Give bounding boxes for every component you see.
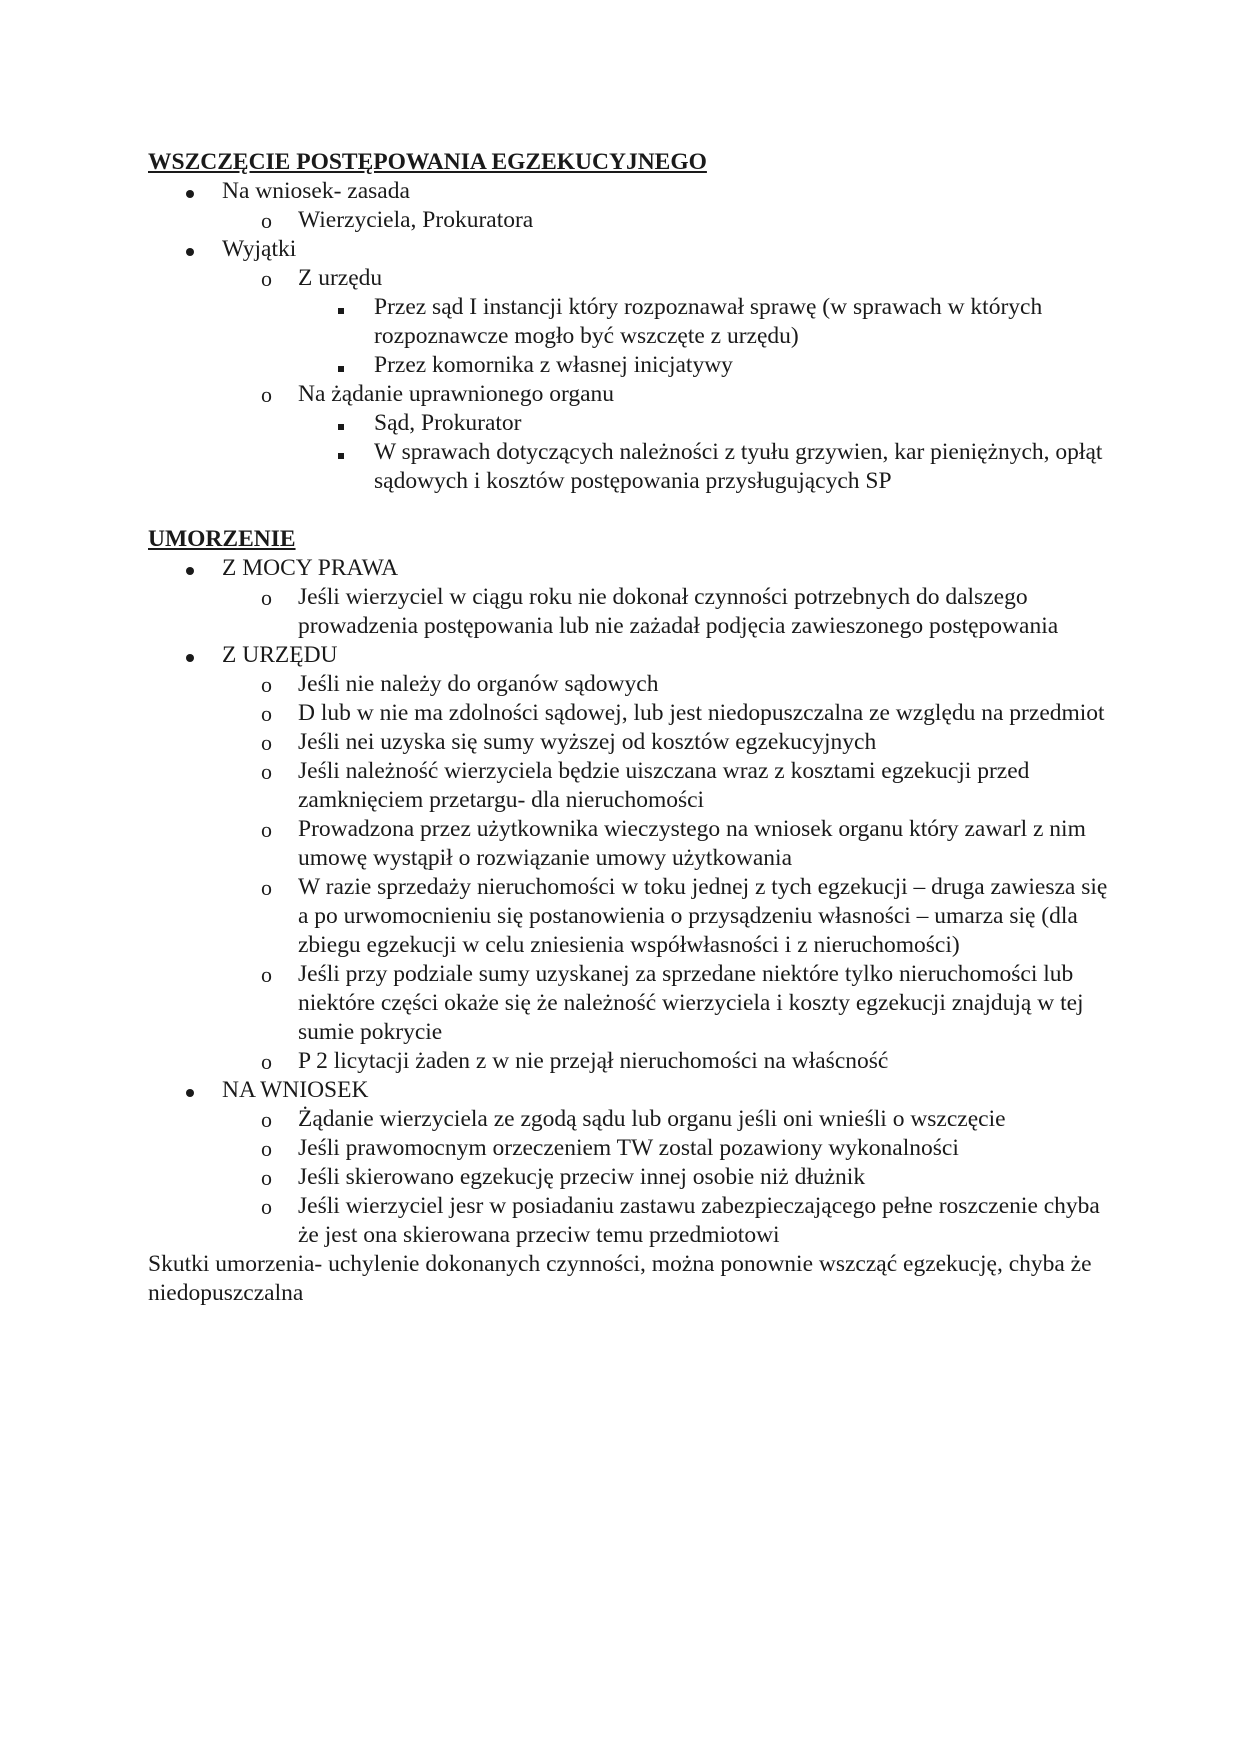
list-item-text: Z MOCY PRAWA xyxy=(222,555,399,581)
list-item-text: Żądanie wierzyciela ze zgodą sądu lub organu jeśli oni wnieśli o wszczęcie xyxy=(298,1106,1006,1132)
bullet-circle-icon: o xyxy=(261,585,272,610)
list-item xyxy=(148,699,1108,728)
section-title-initiation: WSZCZĘCIE POSTĘPOWANIA EGZEKUCYJNEGO xyxy=(148,149,707,175)
bullet-circle-icon: o xyxy=(261,208,272,233)
list-item-text: Jeśli należność wierzyciela będzie uiszczana wraz z kosztami egzekucji przed zamknięciem przetargu- dla nieruchomości xyxy=(298,758,1030,813)
bullet-circle-icon: o xyxy=(261,1136,272,1161)
list-item xyxy=(148,380,1108,409)
bullet-circle-icon: o xyxy=(261,1165,272,1190)
list-item xyxy=(148,1105,1108,1134)
bullet-circle-icon: o xyxy=(261,730,272,755)
list-item-text: Jeśli nei uzyska się sumy wyższej od kosztów egzekucyjnych xyxy=(298,729,877,755)
effects-paragraph: Skutki umorzenia- uchylenie dokonanych czynności, można ponownie wszcząć egzekucję, chyba że niedopuszczalna xyxy=(148,1251,1092,1306)
list-item xyxy=(148,670,1108,699)
list-item-text: Jeśli wierzyciel jesr w posiadaniu zastawu zabezpieczającego pełne roszczenie chyba że jest ona skierowana przeciw temu przedmiotowi xyxy=(298,1193,1100,1248)
section-title-discontinuance: UMORZENIE xyxy=(148,526,296,552)
bullet-disc-icon xyxy=(186,235,194,264)
list-item-text: Jeśli skierowano egzekucję przeciw innej osobie niż dłużnik xyxy=(298,1164,866,1190)
list-item-text: Na wniosek- zasada xyxy=(222,178,410,204)
list-item xyxy=(148,264,1108,293)
list-item xyxy=(148,206,1108,235)
list-item-text: Sąd, Prokurator xyxy=(374,410,522,436)
bullet-disc-icon xyxy=(186,177,194,206)
list-item xyxy=(148,409,1108,438)
bullet-circle-icon: o xyxy=(261,1049,272,1074)
bullet-square-icon xyxy=(338,293,344,322)
list-item xyxy=(148,873,1108,960)
bullet-circle-icon: o xyxy=(261,701,272,726)
list-item xyxy=(148,293,1108,351)
bullet-circle-icon: o xyxy=(261,1107,272,1132)
list-item xyxy=(148,641,1108,670)
list-item-text: D lub w nie ma zdolności sądowej, lub jest niedopuszczalna ze względu na przedmiot xyxy=(298,700,1105,726)
discontinuance-list xyxy=(148,554,1108,1250)
list-item-text: W sprawach dotyczących należności z tyułu grzywien, kar pieniężnych, opłąt sądowych i kosztów postępowania przysługujących SP xyxy=(374,439,1103,494)
list-item-text: Z URZĘDU xyxy=(222,642,338,668)
list-item-text: W razie sprzedaży nieruchomości w toku jednej z tych egzekucji – druga zawiesza się a po urwomocnieniu się postanowienia o przysądzeniu własności – umarza się (dla zbiegu egzekucji w celu zniesienia współwłasności i z nieruchomości) xyxy=(298,874,1108,958)
list-item-text: Przez sąd I instancji który rozpoznawał sprawę (w sprawach w których rozpoznawcze mogło być wszczęte z urzędu) xyxy=(374,294,1043,349)
list-item-text: NA WNIOSEK xyxy=(222,1077,369,1103)
bullet-circle-icon: o xyxy=(261,759,272,784)
document-page xyxy=(148,148,1108,1308)
bullet-circle-icon: o xyxy=(261,962,272,987)
list-item xyxy=(148,728,1108,757)
list-item xyxy=(148,1047,1108,1076)
list-item xyxy=(148,583,1108,641)
list-item-text: Wierzyciela, Prokuratora xyxy=(298,207,534,233)
list-item-text: Wyjątki xyxy=(222,236,297,262)
bullet-disc-icon xyxy=(186,1076,194,1105)
bullet-square-icon xyxy=(338,409,344,438)
list-item xyxy=(148,554,1108,583)
list-item-text: Jeśli wierzyciel w ciągu roku nie dokonał czynności potrzebnych do dalszego prowadzenia postępowania lub nie zażadał podjęcia zawieszonego postępowania xyxy=(298,584,1059,639)
list-item-text: P 2 licytacji żaden z w nie przejął nieruchomości na właścność xyxy=(298,1048,889,1074)
bullet-square-icon xyxy=(338,438,344,467)
list-item-text: Jeśli nie należy do organów sądowych xyxy=(298,671,659,697)
list-item-text: Na żądanie uprawnionego organu xyxy=(298,381,615,407)
bullet-circle-icon: o xyxy=(261,382,272,407)
bullet-disc-icon xyxy=(186,554,194,583)
list-item-text: Prowadzona przez użytkownika wieczystego na wniosek organu który zawarl z nim umowę wystąpił o rozwiązanie umowy użytkowania xyxy=(298,816,1086,871)
list-item xyxy=(148,351,1108,380)
list-item xyxy=(148,960,1108,1047)
bullet-circle-icon: o xyxy=(261,817,272,842)
list-item xyxy=(148,757,1108,815)
list-item-text: Przez komornika z własnej inicjatywy xyxy=(374,352,733,378)
bullet-disc-icon xyxy=(186,641,194,670)
bullet-circle-icon: o xyxy=(261,672,272,697)
spacer xyxy=(148,496,1108,525)
list-item xyxy=(148,1076,1108,1105)
list-item xyxy=(148,177,1108,206)
list-item xyxy=(148,815,1108,873)
list-item-text: Jeśli przy podziale sumy uzyskanej za sprzedane niektóre tylko nieruchomości lub niektóre części okaże się że należność wierzyciela i koszty egzekucji znajdują w tej sumie pokrycie xyxy=(298,961,1084,1045)
bullet-square-icon xyxy=(338,351,344,380)
bullet-circle-icon: o xyxy=(261,1194,272,1219)
list-item xyxy=(148,438,1108,496)
bullet-circle-icon: o xyxy=(261,266,272,291)
list-item xyxy=(148,1163,1108,1192)
bullet-circle-icon: o xyxy=(261,875,272,900)
list-item xyxy=(148,1134,1108,1163)
list-item xyxy=(148,1192,1108,1250)
list-item-text: Jeśli prawomocnym orzeczeniem TW zostal pozawiony wykonalności xyxy=(298,1135,959,1161)
list-item xyxy=(148,235,1108,264)
list-item-text: Z urzędu xyxy=(298,265,383,291)
initiation-list xyxy=(148,177,1108,496)
